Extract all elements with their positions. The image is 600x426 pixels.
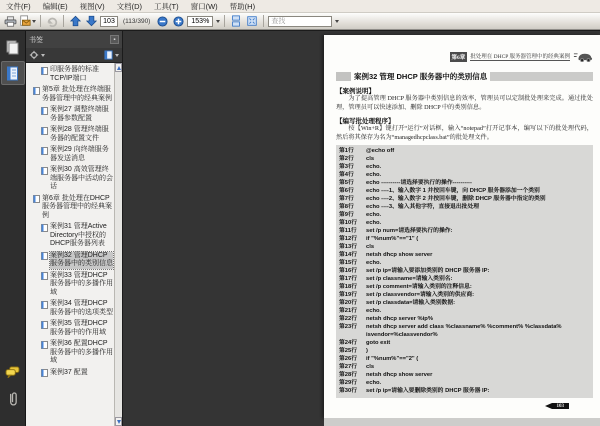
page-edge-strip [324,418,600,426]
code-line-number: 第8行 [339,204,354,211]
next-page-button[interactable] [84,14,98,28]
code-line-number: 第25行 [339,348,358,355]
menu-item[interactable]: 帮助(H) [229,1,256,11]
bookmark-item-label: 案例37 配置 [50,368,88,376]
code-line-number: 第23行 [339,324,358,331]
bookmark-item[interactable] [28,272,113,298]
code-line [339,323,593,339]
options-caret-icon [41,54,45,57]
bookmark-item-icon [41,224,48,232]
code-line [339,187,593,195]
section-title-row [336,71,593,82]
bookmark-item-label: 案例35 管理DHCP服务器中的作用域 [50,320,108,336]
code-line-number: 第13行 [339,244,358,251]
bookmark-list [26,63,114,426]
code-line-number: 第26行 [339,356,358,363]
code-line-number: 第12行 [339,236,358,243]
code-line-text: echo. [366,380,382,387]
code-line-number: 第1行 [339,148,354,155]
bookmark-item-icon [41,341,48,349]
scroll-up-button[interactable] [115,63,122,72]
find-dropdown-caret[interactable] [335,20,339,23]
code-line-text: netsh dhcp server add class %classname% %comment% %classdata% isvendor=%classvendor% [366,324,562,339]
bookmark-item-label: 第6章 批处理在DHCP服务器管理中的经典案例 [42,194,112,219]
paperclip-icon [7,391,18,406]
bookmark-item-icon [41,252,48,260]
code-line [339,363,593,371]
code-line-text: echo ----1、输入数字 1 并按回车键，向 DHCP 服务器添加一个类别 [366,188,540,195]
printer-icon [4,16,17,27]
zoom-out-icon [157,16,168,27]
code-line-text: cls [366,156,375,163]
page-scroll-icon [230,15,242,27]
code-line [339,371,593,379]
bookmark-options-button[interactable] [29,50,45,60]
attachments-panel-button[interactable] [1,386,25,410]
code-line-text: ) [366,348,368,355]
code-line [339,203,593,211]
code-line [339,259,593,267]
expand-caret-icon [115,54,119,57]
bookmark-item[interactable] [28,320,113,337]
car-doodle-icon [573,51,593,62]
bookmark-item-label: 案例36 配置DHCP服务器中的多播作用域 [50,340,113,364]
code-line [339,179,593,187]
bookmark-item-icon [41,167,48,175]
running-head [336,51,593,62]
code-line [339,195,593,203]
menu-item[interactable]: 工具(T) [154,1,179,11]
zoom-in-button[interactable] [171,14,185,28]
title-decoration-left [336,72,351,81]
code-line-text: set /p ip=请输入要删除类别的 DHCP 服务器 IP: [366,388,490,395]
batch-code-block [336,145,593,398]
code-line-number: 第24行 [339,340,358,347]
code-line-number: 第11行 [339,228,357,235]
bookmark-item-icon [41,147,48,155]
bookmark-item-icon [41,127,48,135]
pages-icon [6,40,19,55]
code-line-number: 第30行 [339,388,358,395]
code-line-text: echo. [366,308,382,315]
code-line-number: 第18行 [339,284,358,291]
code-line-text: set /p num=请选择要执行的操作: [366,228,453,235]
zoom-in-icon [173,16,184,27]
code-line-text: echo. [366,220,382,227]
code-line-number: 第14行 [339,252,358,259]
code-line [339,387,593,395]
code-line [339,235,593,243]
code-line-text: echo ----------请选择要执行的操作---------- [366,180,472,187]
bookmark-item-label: 案例31 管理Active Directory中授权的DHCP服务器列表 [50,223,107,247]
page-footer [336,403,593,409]
code-line-number: 第21行 [339,308,358,315]
title-decoration-right [490,72,593,81]
code-line-text: netsh dhcp show server [366,252,433,259]
code-line [339,355,593,363]
page-count-label: (113/390) [123,17,151,25]
bookmarks-panel-title: 书签 [29,36,43,44]
bookmark-item[interactable] [28,106,113,123]
code-line-number: 第9行 [339,212,354,219]
bookmark-item[interactable] [28,369,113,378]
code-line [339,347,593,355]
code-line-number: 第6行 [339,188,354,195]
code-line-number: 第3行 [339,164,354,171]
write-paragraph: 按【Win+R】键打开“运行”对话框，输入“notepad”打开记事本，编写以下的批处理代码，然后将其保存为名为“managedhcpclass.bat”的批处理文件。 [336,125,593,141]
toolbar-separator [40,15,41,27]
code-line-text: set /p comment=请输入类别的注释信息: [366,284,472,291]
bookmark-item-label: 案例28 管理终端服务器的配置文件 [50,126,109,142]
toolbar-separator [224,15,225,27]
options-gear-icon [29,50,39,60]
bookmark-item[interactable] [28,146,113,163]
code-line-number: 第5行 [339,180,354,187]
code-line-text: set /p classdata=请输入类别数据: [366,300,456,307]
code-line [339,171,593,179]
bookmark-item-label: 案例29 向终端服务器发送消息 [50,146,109,162]
code-line-number: 第10行 [339,220,358,227]
bookmark-item[interactable] [28,86,113,103]
code-line [339,147,593,155]
bookmarks-panel-body [26,63,122,426]
bookmark-item[interactable] [28,195,113,221]
code-line-number: 第16行 [339,268,358,275]
scrolling-mode-button[interactable] [229,14,243,28]
code-line-text: set /p classvendor=请输入类别的供应商: [366,292,475,299]
bookmarks-panel-button[interactable] [1,61,25,85]
code-line-text: echo ----3、输入其他字符，直接退出批处理 [366,204,480,211]
code-line-number: 第22行 [339,316,358,323]
code-line [339,291,593,299]
bookmark-item-label: 印服务器的标准TCP/IP端口 [50,66,99,82]
code-line [339,379,593,387]
bookmark-item[interactable] [28,252,113,269]
panel-menu-button[interactable]: ▪ [110,35,119,44]
code-line-text: cls [366,244,375,251]
bookmark-item[interactable] [28,223,113,249]
email-icon [19,15,31,27]
code-line [339,307,593,315]
comments-panel-button[interactable] [1,360,25,384]
bookmark-item-icon [41,369,48,377]
bookmark-item-label: 第5章 批处理在终端服务器管理中的经典案例 [42,86,112,102]
code-line [339,251,593,259]
bookmark-item[interactable] [28,66,113,83]
code-line-text: netsh dhcp show server [366,372,433,379]
email-button[interactable] [19,14,36,28]
undo-button[interactable] [45,14,59,28]
code-line [339,299,593,307]
code-line-text: if "%num%"=="2" ( [366,356,419,363]
bookmark-item-icon [33,87,40,95]
chapter-badge: 第6章 [450,52,468,62]
fit-page-icon [246,15,258,27]
code-line-text: netsh dhcp server %ip% [366,316,434,323]
toolbar-separator [263,15,264,27]
pages-panel-button[interactable] [1,35,25,59]
toolbar [0,13,600,30]
pdf-page [324,35,600,418]
bookmark-item[interactable] [28,166,113,192]
print-button[interactable] [3,14,17,28]
menu-item[interactable]: 文件(F) [6,1,31,11]
email-dropdown-caret[interactable] [32,20,36,23]
code-line [339,219,593,227]
write-heading: 【编写批处理程序】 [336,118,395,126]
code-line [339,155,593,163]
scroll-down-button[interactable] [115,417,122,426]
code-line [339,227,593,235]
page-number-input[interactable] [100,16,118,27]
previous-page-button[interactable] [68,14,82,28]
code-line [339,267,593,275]
case-heading: 【案例说明】 [336,88,375,95]
page-number-arrow-icon [545,403,552,409]
bookmark-item-icon [33,195,40,203]
up-arrow-icon [70,15,81,27]
bookmarks-panel-toolbar [26,48,122,63]
zoom-level-input[interactable] [187,16,213,27]
code-line [339,315,593,323]
bookmark-item-label: 案例30 高效管理终端服务器中活动的会话 [50,166,113,190]
undo-icon [46,15,58,27]
expand-current-bookmark-button[interactable] [104,50,119,60]
bookmark-item-label: 案例32 管理DHCP服务器中的类别信息 [50,251,113,267]
bookmark-item[interactable] [28,300,113,317]
bookmark-item-icon [41,272,48,280]
down-arrow-icon [86,15,97,27]
code-line-number: 第2行 [339,156,354,163]
menu-bar [0,0,600,13]
zoom-out-button[interactable] [155,14,169,28]
code-line-text: echo. [366,260,382,267]
chapter-title: 批处理在 DHCP 服务器管理中的经典案例 [470,53,570,60]
scroll-down-icon [117,420,121,424]
bookmark-item[interactable] [28,340,113,366]
code-line-number: 第28行 [339,372,358,379]
code-line-text: echo ----2、输入数字 2 并按回车键，删除 DHCP 服务器中指定的类别 [366,196,546,203]
bookmark-item-label: 案例34 管理DHCP服务器中的选项类型 [50,300,113,316]
bookmarks-panel-header [26,31,122,48]
bookmark-item-icon [41,321,48,329]
menu-item[interactable]: 视图(V) [79,1,105,11]
code-line [339,243,593,251]
code-line-number: 第29行 [339,380,358,387]
code-line-text: cls [366,364,375,371]
case-paragraph: 为了提高管理 DHCP 服务器中类别信息的效率，管理员可以定制批处理来完成。通过批处理，管理员可以快速添加、删除 DHCP 中的类别信息。 [336,95,593,111]
code-line-text: if "%num%"=="1" ( [366,236,419,243]
navigation-pane-strip [0,31,26,426]
code-line-number: 第7行 [339,196,354,203]
code-line-number: 第19行 [339,292,358,299]
code-line-number: 第15行 [339,260,358,267]
fit-page-button[interactable] [245,14,259,28]
bookmark-item[interactable] [28,126,113,143]
code-line [339,275,593,283]
menu-item[interactable]: 窗口(W) [190,1,218,11]
bookmark-item-icon [41,67,48,75]
document-pane[interactable] [123,31,600,426]
code-line-number: 第20行 [339,300,358,307]
bookmark-scrollbar[interactable] [114,63,122,426]
section-title: 案例32 管理 DHCP 服务器中的类别信息 [354,72,488,81]
find-input[interactable] [268,16,332,27]
scroll-up-icon [117,66,121,70]
bookmark-item-icon [41,107,48,115]
page-number-label: 103 [552,403,570,409]
bookmarks-icon [6,66,19,81]
zoom-dropdown-caret[interactable] [216,20,220,23]
comments-icon [5,366,20,378]
code-line-text: goto exit [366,340,391,347]
code-line-text: set /p classname=请输入类别名: [366,276,453,283]
bookmark-item-label: 案例27 调整终端服务器参数配置 [50,106,109,122]
code-line-text: echo. [366,164,382,171]
code-line-text: @echo off [366,148,395,155]
bookmark-item-icon [41,301,48,309]
code-line-number: 第17行 [339,276,358,283]
code-line-number: 第4行 [339,172,354,179]
code-line-number: 第27行 [339,364,358,371]
code-line-text: echo. [366,172,382,179]
bookmark-page-icon [104,50,113,60]
code-line [339,283,593,291]
toolbar-separator [63,15,64,27]
main-area [0,30,600,426]
menu-item[interactable]: 文档(D) [116,1,142,11]
menu-item[interactable]: 编辑(E) [42,1,68,11]
code-line-text: set /p ip=请输入要添加类别的 DHCP 服务器 IP: [366,268,490,275]
code-line [339,339,593,347]
code-line [339,163,593,171]
bookmark-item-label: 案例33 管理DHCP服务器中的多播作用域 [50,271,113,296]
code-line [339,211,593,219]
bookmarks-panel [26,31,123,426]
code-line-text: echo. [366,212,382,219]
